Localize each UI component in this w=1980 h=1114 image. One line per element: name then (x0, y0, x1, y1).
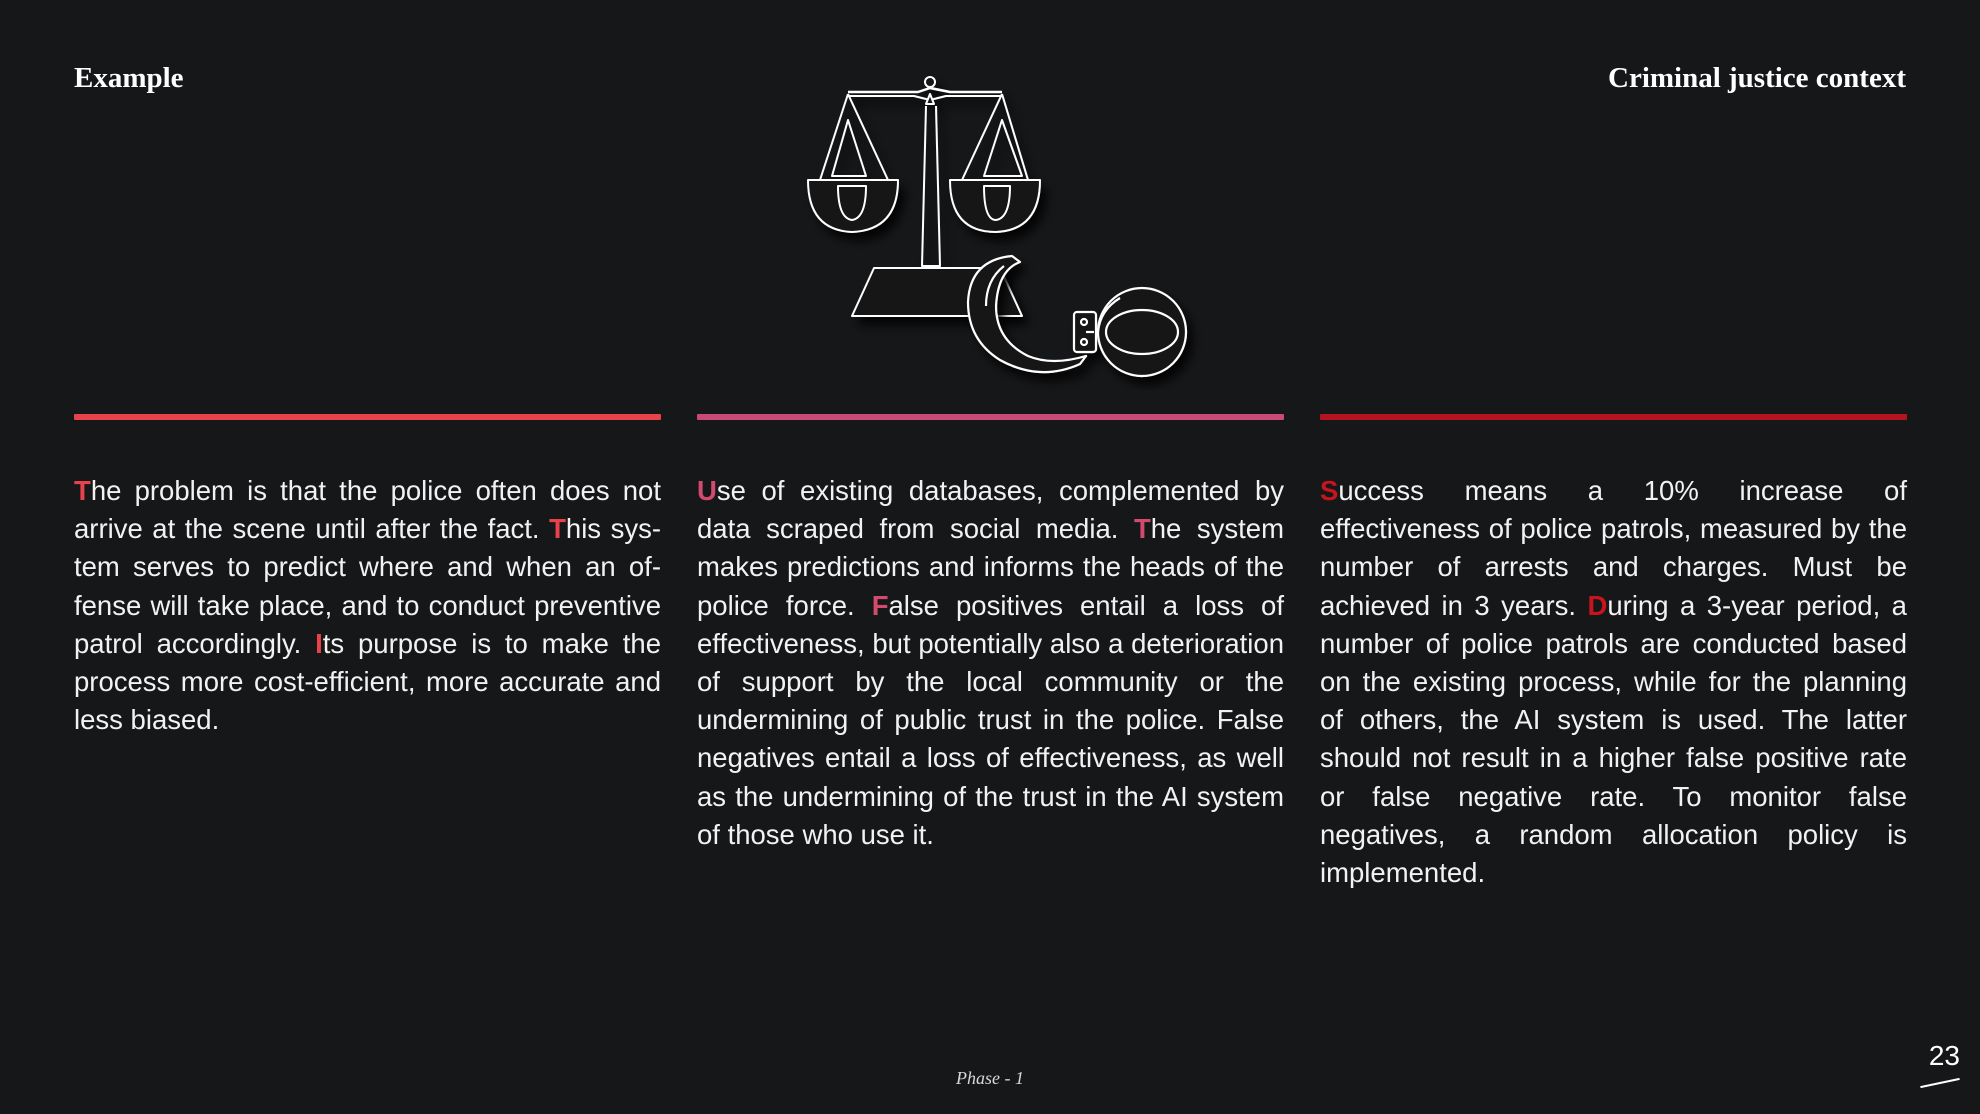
sentence-text: alse positives entail a loss of effectiveness, but potentially also a deterioration of support by the local community or the undermining of public trust in the police. False negatives entail a loss of effectiveness, as well as the undermining of the trust in the AI system of those who use it. (697, 589, 1284, 850)
scales-of-justice-icon (808, 77, 1040, 316)
sentence-text: uring a 3-year period, a number of police patrols are conducted based on the existing process, while for the planning of others, the AI system is used. The latter should not result in a higher false positive rate or false negative rate. To monitor false negatives, a random allocation policy is implemented. (1320, 589, 1907, 889)
initial-letter: T (74, 475, 91, 506)
example-label: Example (74, 62, 184, 94)
column-text (74, 420, 661, 739)
initial-letter: D (1587, 589, 1608, 621)
justice-illustration (790, 70, 1210, 390)
sentence-text: he problem is that the police often does not arrive at the scene until after the fact. (74, 475, 661, 545)
page-number: 23 (1928, 1040, 1960, 1071)
context-title: Criminal justice context (1608, 62, 1906, 94)
initial-letter: T (549, 513, 566, 545)
column-text (697, 420, 1284, 854)
initial-letter: F (871, 589, 889, 621)
sentence-text: he system makes predictions and informs the heads of the police force. (697, 513, 1284, 621)
initial-letter: I (315, 627, 323, 659)
column-data (697, 414, 1284, 854)
initial-letter: U (697, 475, 717, 506)
initial-letter: S (1320, 475, 1339, 506)
column-text (1320, 420, 1907, 892)
sentence-text: ts purpose is to make the process more cost-efficient, more accurate and less biased. (74, 627, 661, 736)
sentence-text: uccess means a 10% increase of effectiveness of police patrols, measured by the number of arrests and charges. Must be achieved in 3 years. (1320, 475, 1907, 621)
phase-label: Phase - 1 (956, 1068, 1024, 1088)
sentence-text: his system serves to predict where and when an offense will take place, and to conduct preventive patrol accordingly. (74, 513, 661, 659)
column-success (1320, 414, 1907, 892)
sentence-text: se of existing databases, complemented by data scraped from social media. (697, 475, 1284, 545)
initial-letter: T (1133, 513, 1151, 545)
column-problem (74, 414, 661, 739)
